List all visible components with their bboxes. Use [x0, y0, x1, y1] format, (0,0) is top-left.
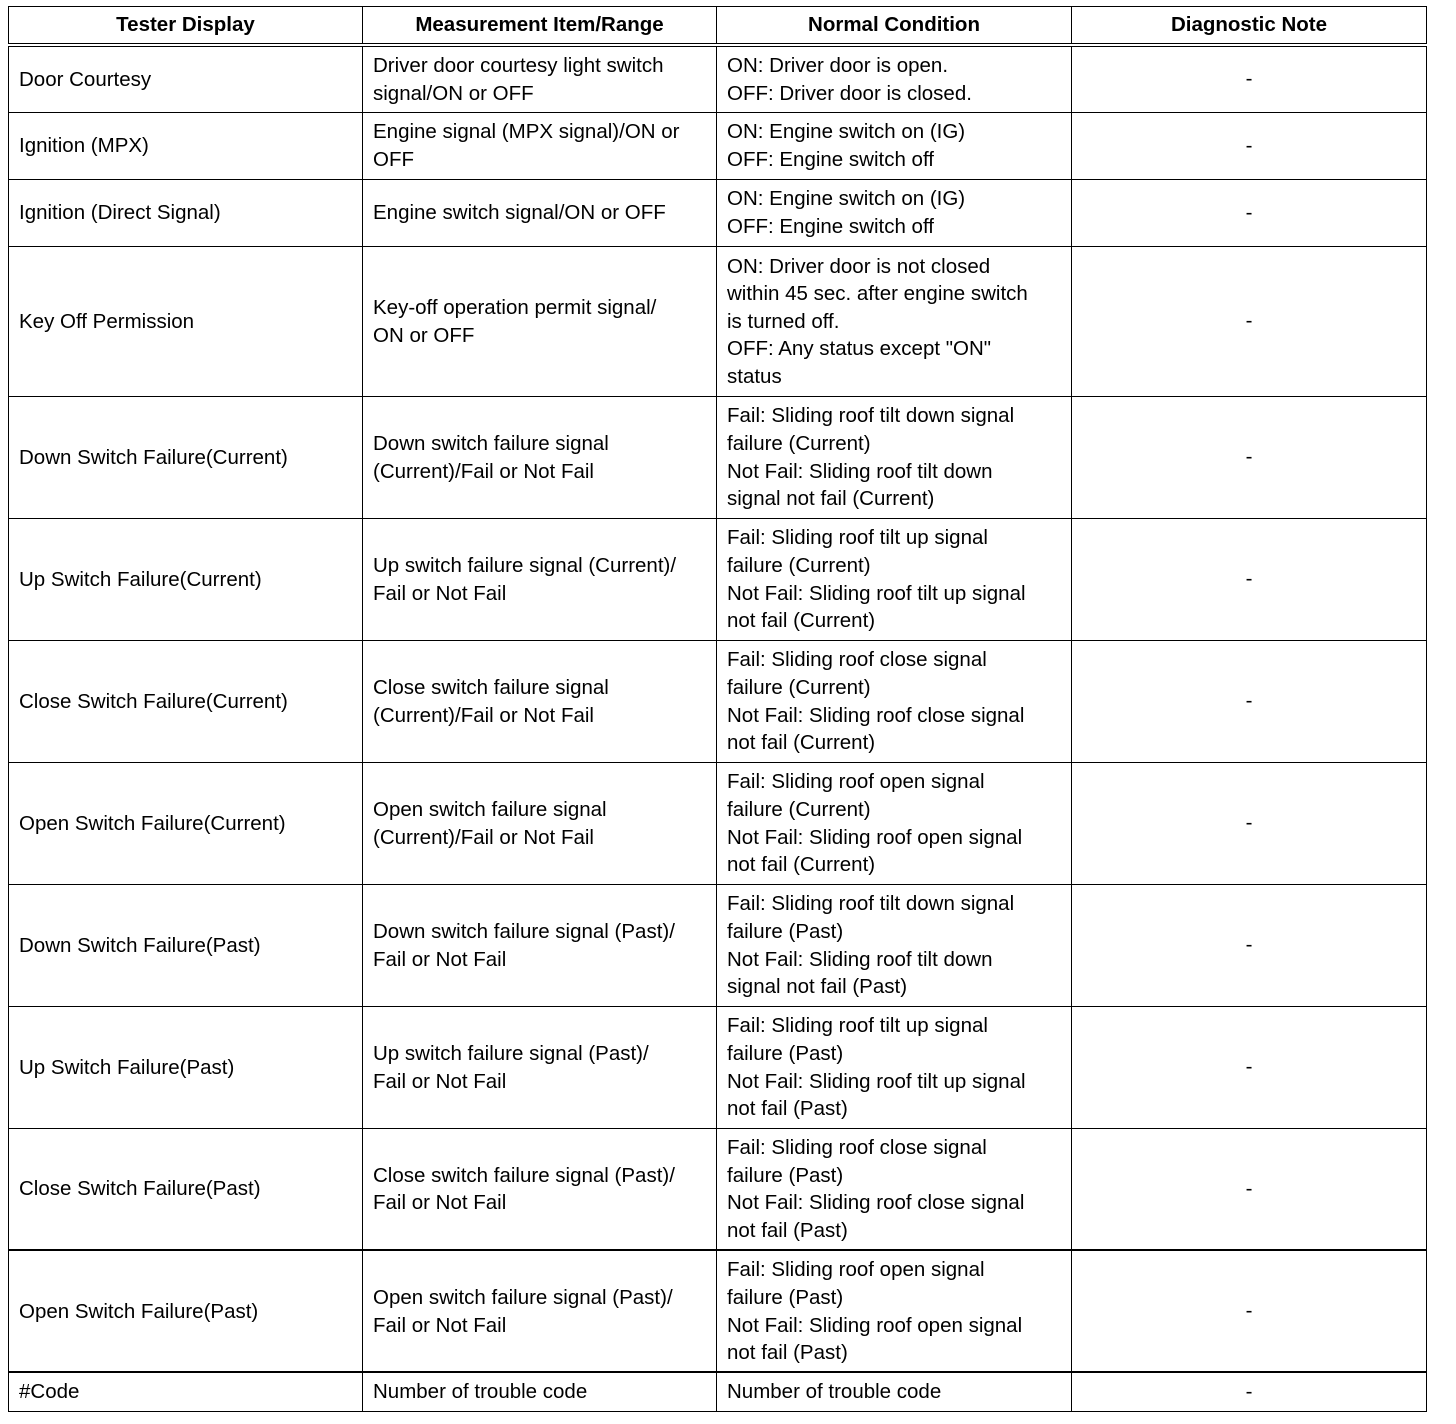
cell-measurement-item — [363, 179, 717, 246]
cell-text-line: Fail: Sliding roof close signal — [727, 648, 987, 672]
cell-text-line: Close switch failure signal — [373, 675, 609, 699]
table-row — [9, 112, 1427, 179]
cell-measurement-item — [363, 246, 717, 396]
cell-normal-condition — [717, 1372, 1072, 1411]
cell-normal-condition — [717, 1006, 1072, 1128]
cell-text-line: within 45 sec. after engine switch — [727, 282, 1028, 306]
cell-diagnostic-note: - — [1072, 1250, 1427, 1372]
table-row — [9, 518, 1427, 640]
cell-text-line: Fail or Not Fail — [373, 1313, 507, 1337]
cell-text-line: Fail: Sliding roof close signal — [727, 1136, 987, 1160]
table-row — [9, 45, 1427, 112]
cell-text-line: Fail: Sliding roof tilt down signal — [727, 404, 1015, 428]
header-tester-display: Tester Display — [9, 7, 363, 46]
cell-diagnostic-note: - — [1072, 640, 1427, 762]
cell-text-line: Engine signal (MPX signal)/ON or — [373, 120, 680, 144]
cell-diagnostic-note: - — [1072, 1128, 1427, 1250]
cell-text-line: Open switch failure signal (Past)/ — [373, 1285, 673, 1309]
cell-text-line: ON: Engine switch on (IG) — [727, 187, 966, 211]
cell-text-line: ON: Driver door is open. — [727, 54, 949, 78]
cell-text-line: failure (Current) — [727, 553, 871, 577]
cell-text-line: not fail (Current) — [727, 609, 876, 633]
cell-text-line: OFF — [373, 148, 414, 171]
cell-text-line: Fail or Not Fail — [373, 1191, 507, 1215]
cell-measurement-item — [363, 45, 717, 112]
cell-text-line: failure (Past) — [727, 1285, 844, 1309]
cell-tester-display: Up Switch Failure(Current) — [9, 518, 363, 640]
cell-diagnostic-note: - — [1072, 179, 1427, 246]
table-header — [9, 7, 1427, 46]
cell-text-line: OFF: Engine switch off — [727, 148, 934, 171]
cell-text-line: not fail (Current) — [727, 731, 876, 755]
cell-text-line: Fail: Sliding roof tilt down signal — [727, 892, 1015, 916]
cell-text-line: Down switch failure signal (Past)/ — [373, 919, 675, 943]
data-list-table — [8, 6, 1427, 1412]
cell-normal-condition — [717, 1128, 1072, 1250]
cell-text-line: Not Fail: Sliding roof open signal — [727, 1313, 1023, 1337]
cell-text-line: signal not fail (Past) — [727, 975, 908, 999]
table-row — [9, 884, 1427, 1006]
table-row — [9, 246, 1427, 396]
cell-text-line: status — [727, 364, 782, 388]
cell-tester-display: Open Switch Failure(Past) — [9, 1250, 363, 1372]
cell-diagnostic-note: - — [1072, 762, 1427, 884]
cell-measurement-item — [363, 112, 717, 179]
cell-normal-condition — [717, 518, 1072, 640]
cell-tester-display: Ignition (MPX) — [9, 112, 363, 179]
cell-normal-condition — [717, 640, 1072, 762]
cell-normal-condition — [717, 246, 1072, 396]
cell-tester-display: Close Switch Failure(Current) — [9, 640, 363, 762]
cell-measurement-item — [363, 1372, 717, 1411]
table-row — [9, 1128, 1427, 1250]
cell-text-line: not fail (Past) — [727, 1097, 848, 1121]
cell-text-line: failure (Past) — [727, 1163, 844, 1187]
cell-normal-condition — [717, 396, 1072, 518]
header-normal-condition: Normal Condition — [717, 7, 1072, 46]
table-row — [9, 1006, 1427, 1128]
cell-text-line: failure (Current) — [727, 797, 871, 821]
cell-measurement-item — [363, 884, 717, 1006]
cell-measurement-item — [363, 762, 717, 884]
cell-text-line: Up switch failure signal (Past)/ — [373, 1041, 649, 1065]
cell-text-line: Number of trouble code — [727, 1380, 942, 1404]
table-row — [9, 640, 1427, 762]
cell-measurement-item — [363, 518, 717, 640]
cell-text-line: failure (Current) — [727, 675, 871, 699]
cell-text-line: Not Fail: Sliding roof tilt down — [727, 459, 993, 483]
table-row — [9, 396, 1427, 518]
cell-diagnostic-note: - — [1072, 1006, 1427, 1128]
cell-text-line: Fail or Not Fail — [373, 947, 507, 971]
cell-text-line: failure (Past) — [727, 1041, 844, 1065]
cell-normal-condition — [717, 112, 1072, 179]
cell-text-line: is turned off. — [727, 309, 840, 333]
cell-text-line: Not Fail: Sliding roof close signal — [727, 703, 1025, 727]
cell-tester-display: Down Switch Failure(Past) — [9, 884, 363, 1006]
cell-tester-display: Door Courtesy — [9, 45, 363, 112]
cell-normal-condition — [717, 1250, 1072, 1372]
cell-text-line: Open switch failure signal — [373, 797, 607, 821]
cell-text-line: Not Fail: Sliding roof tilt up signal — [727, 1069, 1026, 1093]
cell-tester-display: Ignition (Direct Signal) — [9, 179, 363, 246]
cell-text-line: ON: Driver door is not closed — [727, 254, 991, 278]
cell-measurement-item — [363, 1250, 717, 1372]
cell-text-line: ON or OFF — [373, 323, 475, 347]
cell-normal-condition — [717, 762, 1072, 884]
cell-tester-display: Key Off Permission — [9, 246, 363, 396]
cell-measurement-item — [363, 1128, 717, 1250]
header-measurement-item: Measurement Item/Range — [363, 7, 717, 46]
cell-text-line: Fail: Sliding roof tilt up signal — [727, 1014, 988, 1038]
table-row — [9, 179, 1427, 246]
cell-text-line: OFF: Engine switch off — [727, 215, 934, 238]
cell-diagnostic-note: - — [1072, 45, 1427, 112]
cell-diagnostic-note: - — [1072, 518, 1427, 640]
cell-diagnostic-note: - — [1072, 1372, 1427, 1411]
cell-normal-condition — [717, 179, 1072, 246]
cell-text-line: Not Fail: Sliding roof open signal — [727, 825, 1023, 849]
cell-normal-condition — [717, 884, 1072, 1006]
cell-text-line: Down switch failure signal — [373, 431, 609, 455]
cell-tester-display: Open Switch Failure(Current) — [9, 762, 363, 884]
cell-text-line: not fail (Past) — [727, 1341, 848, 1365]
cell-text-line: Fail: Sliding roof open signal — [727, 1258, 985, 1282]
cell-text-line: (Current)/Fail or Not Fail — [373, 703, 594, 727]
cell-text-line: Fail or Not Fail — [373, 581, 507, 605]
table-row — [9, 1250, 1427, 1372]
cell-text-line: Key-off operation permit signal/ — [373, 295, 657, 319]
header-diagnostic-note: Diagnostic Note — [1072, 7, 1427, 46]
cell-text-line: signal not fail (Current) — [727, 487, 935, 511]
cell-normal-condition — [717, 45, 1072, 112]
cell-text-line: Fail or Not Fail — [373, 1069, 507, 1093]
cell-text-line: Not Fail: Sliding roof tilt up signal — [727, 581, 1026, 605]
cell-tester-display: Up Switch Failure(Past) — [9, 1006, 363, 1128]
cell-tester-display: Close Switch Failure(Past) — [9, 1128, 363, 1250]
cell-text-line: OFF: Any status except "ON" — [727, 337, 992, 361]
cell-measurement-item — [363, 640, 717, 762]
cell-text-line: Not Fail: Sliding roof tilt down — [727, 947, 993, 971]
cell-text-line: Fail: Sliding roof open signal — [727, 770, 985, 794]
cell-text-line: OFF: Driver door is closed. — [727, 81, 972, 105]
cell-diagnostic-note: - — [1072, 246, 1427, 396]
cell-text-line: Engine switch signal/ON or OFF — [373, 201, 666, 225]
cell-tester-display: #Code — [9, 1372, 363, 1411]
cell-text-line: Not Fail: Sliding roof close signal — [727, 1191, 1025, 1215]
table-body — [9, 45, 1427, 1411]
header-row — [9, 7, 1427, 46]
cell-text-line: ON: Engine switch on (IG) — [727, 120, 966, 144]
cell-diagnostic-note: - — [1072, 396, 1427, 518]
cell-diagnostic-note: - — [1072, 884, 1427, 1006]
cell-text-line: Fail: Sliding roof tilt up signal — [727, 526, 988, 550]
table-row — [9, 1372, 1427, 1411]
cell-tester-display: Down Switch Failure(Current) — [9, 396, 363, 518]
cell-text-line: not fail (Current) — [727, 853, 876, 877]
cell-text-line: failure (Past) — [727, 919, 844, 943]
cell-text-line: (Current)/Fail or Not Fail — [373, 459, 594, 483]
table-row — [9, 762, 1427, 884]
cell-text-line: Up switch failure signal (Current)/ — [373, 553, 677, 577]
cell-measurement-item — [363, 396, 717, 518]
cell-measurement-item — [363, 1006, 717, 1128]
cell-diagnostic-note: - — [1072, 112, 1427, 179]
cell-text-line: failure (Current) — [727, 431, 871, 455]
cell-text-line: Number of trouble code — [373, 1380, 588, 1404]
cell-text-line: signal/ON or OFF — [373, 81, 534, 105]
cell-text-line: (Current)/Fail or Not Fail — [373, 825, 594, 849]
data-list-sheet — [8, 6, 1426, 1412]
cell-text-line: not fail (Past) — [727, 1218, 848, 1242]
cell-text-line: Close switch failure signal (Past)/ — [373, 1163, 675, 1187]
cell-text-line: Driver door courtesy light switch — [373, 54, 664, 78]
